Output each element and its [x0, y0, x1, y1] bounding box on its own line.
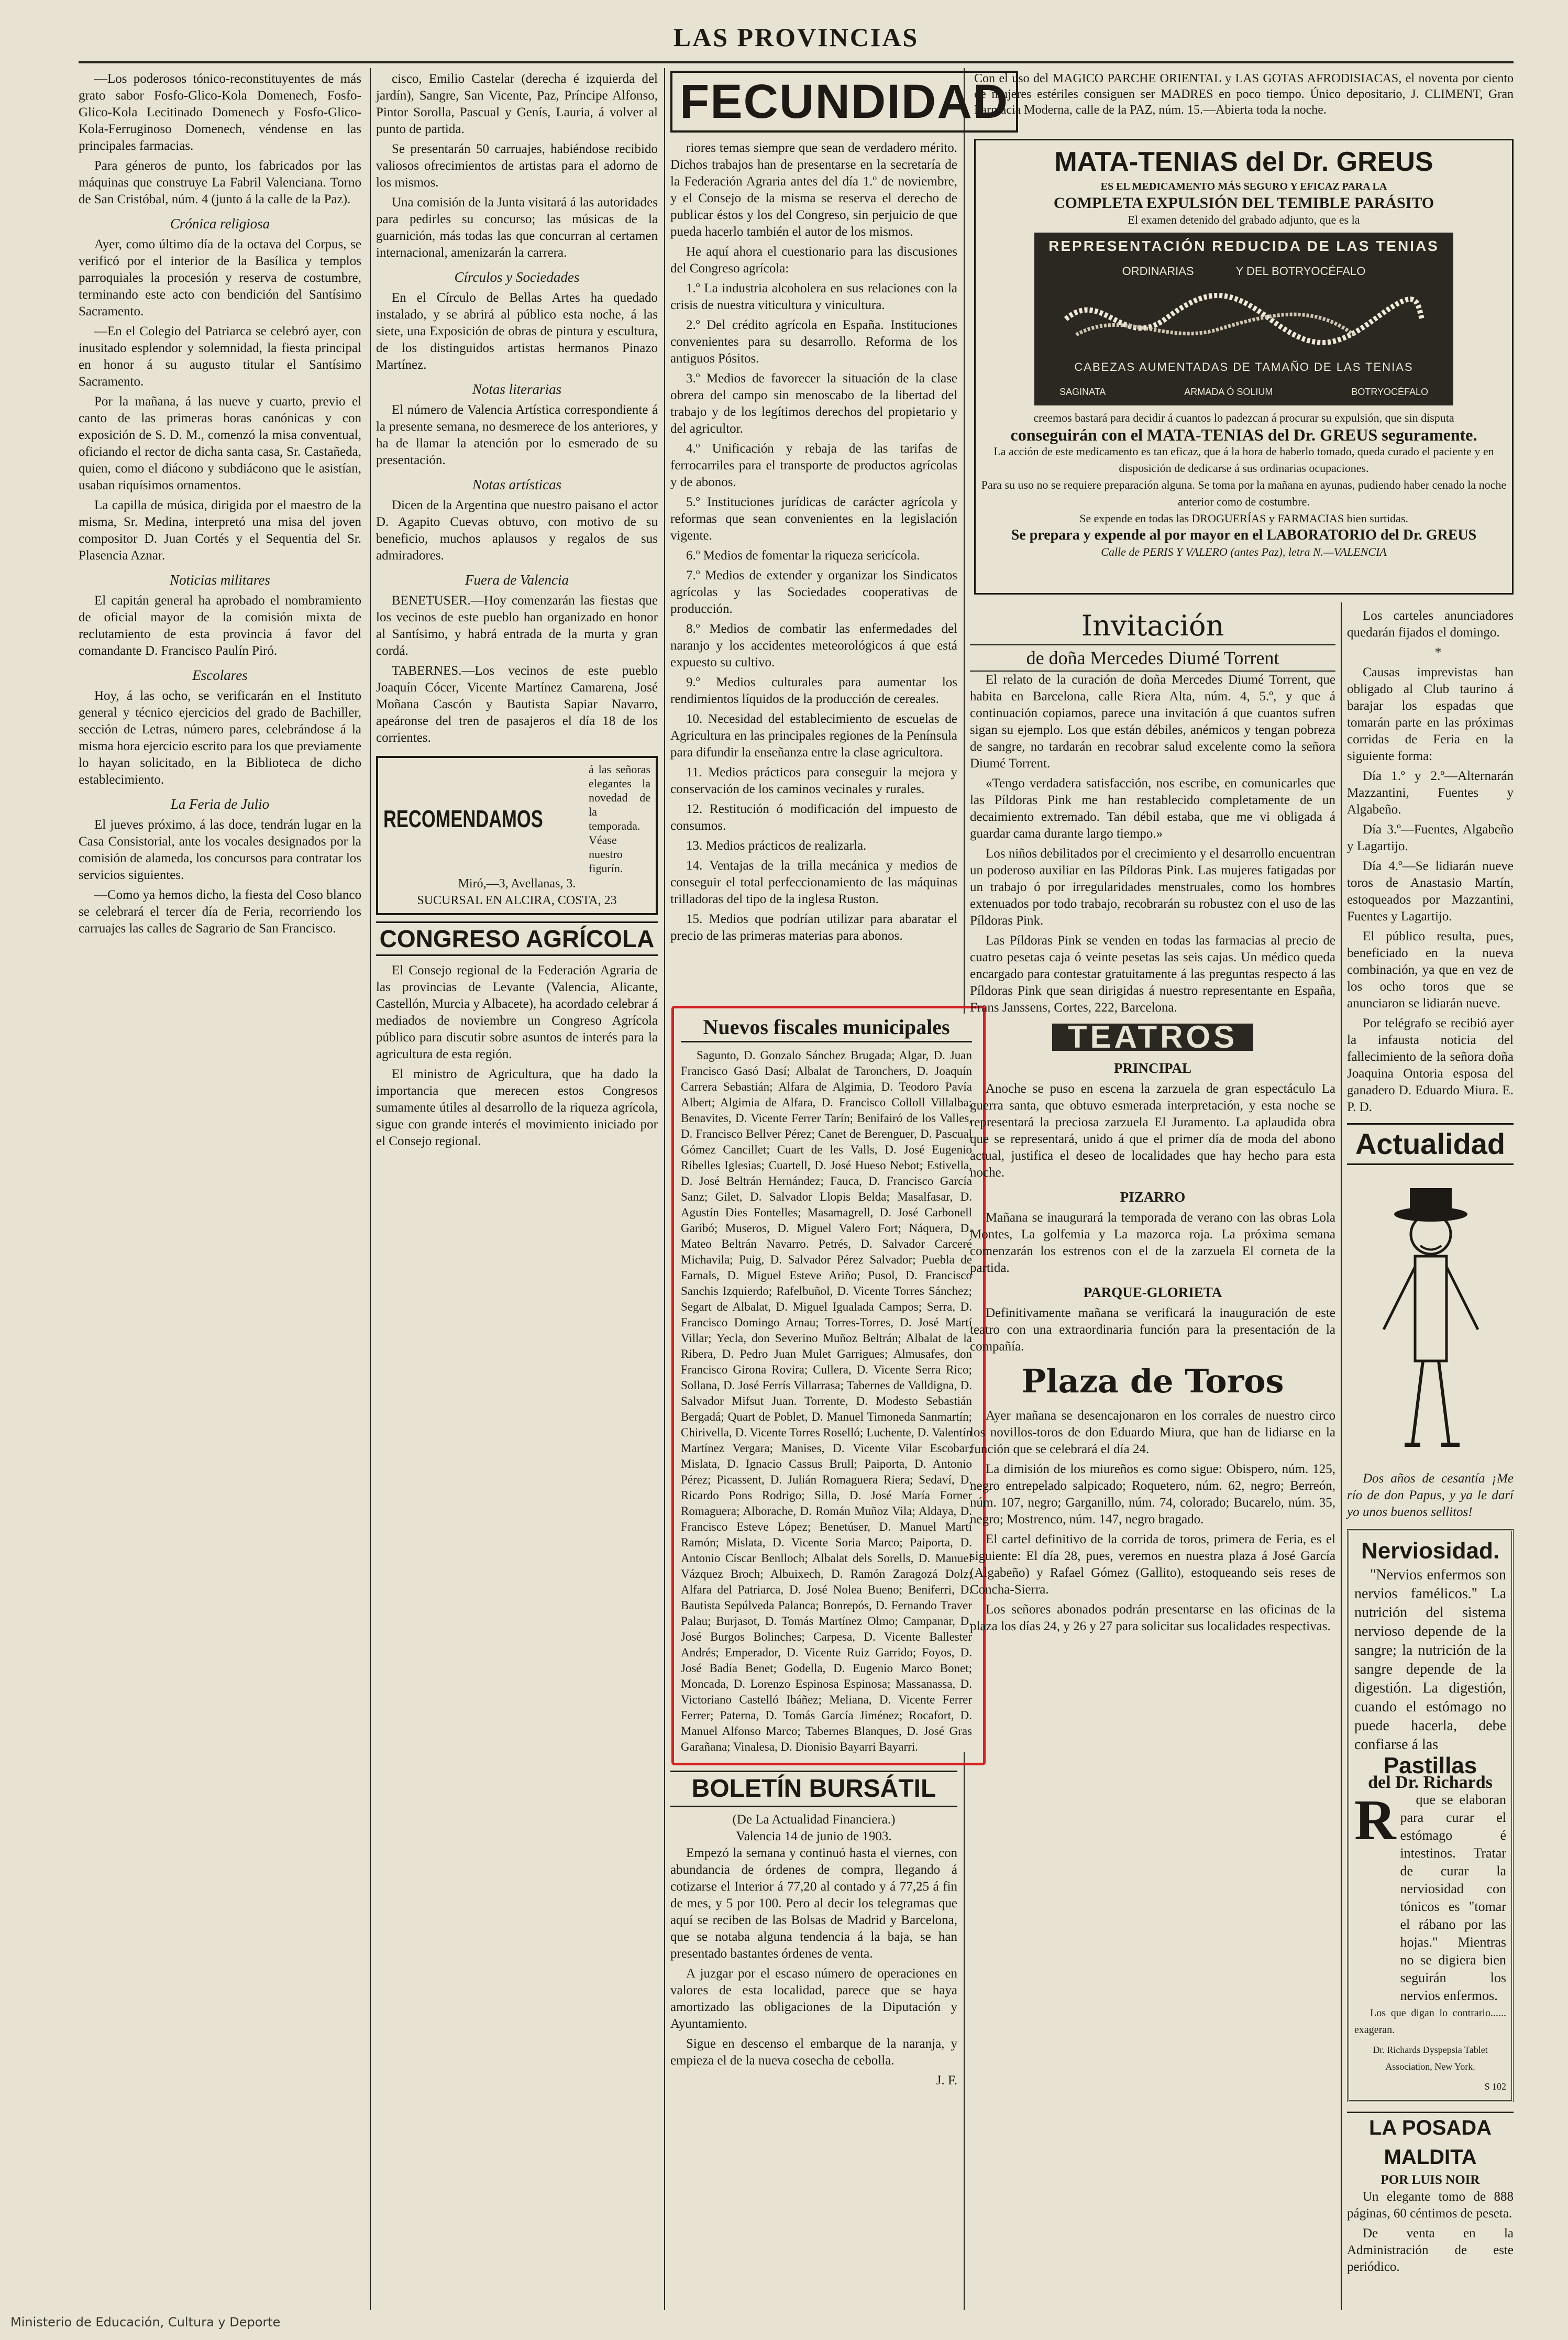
- article-paragraph: 11. Medios prácticos para conseguir la mejora y conservación de los caminos vecinales y rurales.: [670, 765, 957, 796]
- fiscales-article: [681, 1014, 972, 1752]
- boletin-article: [670, 1771, 957, 2315]
- article-paragraph: Empezó la semana y continuó hasta el viernes, con abundancia de órdenes de compra, llegando á cotizarse el Interior á 77,20 al contado y á 77,25 á fin de mes, y 5 por 100. Pero al decir los telegramas que aquí se reciben de las Bolsas de Madrid y Barcelona, que se notaba alguna tendencia á la baja, se han presentado bastantes órdenes de venta.: [670, 1846, 957, 1961]
- article-paragraph: Los señores abonados podrán presentarse en las oficinas de la plaza los días 24, y 26 y 27 para solicitar sus localidades respectivas.: [970, 1602, 1335, 1633]
- article-paragraph: El Consejo regional de la Federación Agraria de las provincias de Levante (Valencia, Alicante, Castellón, Murcia y Albacete), ha acordado celebrar á mediados de noviembre un Congreso Agrícola público para discutir sobre asuntos de interés para la agricultura de esta región.: [376, 963, 658, 1061]
- article-paragraph: 1.º La industria alcoholera en sus relaciones con la crisis de nuestra viticultura y vinicultura.: [670, 281, 957, 312]
- article-paragraph: 6.º Medios de fomentar la riqueza sericícola.: [686, 548, 920, 563]
- illustration-label: SAGINATA: [1059, 387, 1106, 397]
- section-heading: Círculos y Sociedades: [454, 269, 580, 285]
- article-paragraph: Las Píldoras Pink se venden en todas las farmacias al precio de cuatro pesetas caja ó veinte pesetas las seis cajas. Un médico queda encargado para contestar gratuitamente á las preguntas respecto á las Píldoras Pink que sean dirigidas á nuestro representante en España, Frans Janssens, Cortes, 222, Barcelona.: [970, 933, 1335, 1015]
- section-heading: Noticias militares: [170, 572, 270, 588]
- nerv-brand-doctor: del Dr. Richards: [1368, 1773, 1493, 1792]
- nerviosidad-ad: [1347, 1529, 1514, 2102]
- section-heading: PARQUE-GLORIETA: [1083, 1284, 1222, 1300]
- article-paragraph: —Los poderosos tónico-reconstituyentes de más grato sabor Fosfo-Glico-Kola Domenech, Fosfo-Glico-Kola Lecitinado Domenech y Fosfo-Glico-Kola-Ferruginoso Domenech, véndense en las principales farmacias.: [79, 72, 361, 153]
- article-paragraph: El capitán general ha aprobado el nombramiento de oficial mayor de la comisión mixta de reclutamiento de esta provincia á favor del comandante D. Francisco Paulín Piró.: [79, 594, 361, 658]
- masthead: LAS PROVINCIAS: [673, 23, 919, 52]
- nerv-text: "Nervios enfermos son nervios famélicos." La nutrición del sistema nervioso depende de la sangre; la nutrición de la sangre depende de la digestión. La digestión, cuando el estómago no puede hacerla, debe confiarse á las: [1354, 1567, 1506, 1753]
- article-paragraph: Anoche se puso en escena la zarzuela de gran espectáculo La guerra santa, que obtuvo esmerada interpretación, y esta noche se representará la preciosa zarzuela El Juramento. La aplaudida obra que se representará, unido á que el primer día de moda del abono actual, justifica el deseo de localidades que hay hecho para esta noche.: [970, 1082, 1335, 1180]
- article-paragraph: Causas imprevistas han obligado al Club taurino á barajar los espadas que tomarán parte en las próximas corridas de Feria en la siguiente forma:: [1347, 665, 1514, 763]
- illustration-label: BOTRYOCÉFALO: [1351, 387, 1429, 397]
- nerv-ref: S 102: [1484, 2081, 1506, 2092]
- article-paragraph: —Como ya hemos dicho, la fiesta del Coso blanco se celebrará el tercer día de Feria, recorriendo los carruajes las calles de Sagrario de San Francisco.: [79, 888, 361, 936]
- ad-text: Para su uso no se requiere preparación alguna. Se toma por la mañana en ayunas, pudiendo haber cenado la noche anterior como de costumbre.: [981, 478, 1507, 508]
- boletin-title: BOLETÍN BURSÁTIL: [670, 1771, 957, 1807]
- section-heading: Fuera de Valencia: [465, 572, 569, 588]
- article-paragraph: 2.º Del crédito agrícola en España. Instituciones convenientes para su desarrollo. Reforma de los antiguos Pósitos.: [670, 318, 957, 366]
- article-paragraph: Mañana se inaugurará la temporada de verano con las obras Lola Montes, La golfemia y La mazorca roja. La próxima semana comenzarán los estrenos con el de la zarzuela El corneta de la partida.: [970, 1211, 1335, 1275]
- footer-credit: Ministerio de Educación, Cultura y Deporte: [10, 2315, 281, 2330]
- illustration-label: ARMADA Ó SOLIUM: [1184, 387, 1273, 397]
- article-paragraph: Los carteles anunciadores quedarán fijados el domingo.: [1347, 609, 1514, 640]
- ad-text: Se expende en todas las DROGUERÍAS y FARMACIAS bien surtidas.: [1079, 512, 1408, 525]
- ad-subtitle: El examen detenido del grabado adjunto, que es la: [1128, 213, 1360, 226]
- column-1: [79, 71, 361, 2318]
- article-paragraph: «Tengo verdadera satisfacción, nos escribe, en comunicarles que las Píldoras Pink me han restablecido completamente de un decaimiento extremado. Tan débil estaba, que me vi obligada á guardar cama durante largo tiempo.»: [970, 776, 1335, 841]
- article-paragraph: El relato de la curación de doña Mercedes Diumé Torrent, que habita en Barcelona, calle Riera Alta, núm. 4, 5.º, y que á continuación copiamos, parece una invitación á que cuantos sufren sigan su ejemplo. Los que están débiles, anémicos y tengan pobreza de sangre, no tardarán en recobrar salud excelente como la señora Diumé Torrent.: [970, 673, 1335, 771]
- article-paragraph: La capilla de música, dirigida por el maestro de la misma, Sr. Medina, interpretó una misa del joven compositor D. Juan Cortés y el Sequentia del Sr. Plasencia Aznar.: [79, 498, 361, 563]
- article-paragraph: Día 1.º y 2.º—Alternarán Mazzantini, Fuentes y Algabeño.: [1347, 769, 1514, 817]
- tapeworm-drawing: [1061, 288, 1427, 350]
- article-paragraph: Definitivamente mañana se verificará la inauguración de este teatro con una extraordinaria función para la presentación de la compañía.: [970, 1306, 1335, 1354]
- posada-author: POR LUIS NOIR: [1381, 2173, 1480, 2187]
- fecundidad-ad-text: Con el uso del MAGICO PARCHE ORIENTAL y LAS GOTAS AFRODISIACAS, el noventa por ciento de mujeres estériles consiguen ser MADRES en poco tiempo. Único depositario, J. CLIMENT, Gran Farmacia Moderna, calle de la PAZ, núm. 15.—Abierta toda la noche.: [974, 72, 1514, 117]
- toros-title: Plaza de Toros: [1021, 1362, 1284, 1400]
- r-logo-icon: R: [1354, 1788, 1396, 1852]
- ad-text: creemos bastará para decidir á cuantos lo padezcan á procurar su expulsión, que sin disputa: [1033, 411, 1454, 424]
- article-paragraph: He aquí ahora el cuestionario para las discusiones del Congreso agrícola:: [670, 245, 957, 276]
- article-paragraph: La dimisión de los miureños es como sigue: Obispero, núm. 125, negro entrepelado salpicado; Roquetero, núm. 62, negro; Berreón, núm. 107, negro; Garganillo, núm. 74, colorado; Bucarelo, núm. 35, negro; Mostrenco, núm. 147, negro bragado.: [970, 1462, 1335, 1526]
- article-paragraph: 4.º Unificación y rebaja de las tarifas de ferrocarriles para el transporte de productos agrícolas y de abonos.: [670, 442, 957, 489]
- separator: *: [1434, 645, 1442, 660]
- article-paragraph: Se presentarán 50 carruajes, habiéndose recibido valiosos ofrecimientos de artistas para el adorno de los mismos.: [376, 142, 658, 190]
- posada-title: LA POSADA MALDITA: [1368, 2116, 1492, 2169]
- congreso-title: CONGRESO AGRÍCOLA: [376, 921, 658, 956]
- fiscales-title: Nuevos fiscales municipales: [681, 1014, 972, 1042]
- article-paragraph: A juzgar por el escaso número de operaciones en valores de esta localidad, parece que se haya amortizado las obligaciones de la Diputación y Ayuntamiento.: [670, 1967, 957, 2031]
- column-2: [376, 71, 658, 2318]
- fiscales-text: Sagunto, D. Gonzalo Sánchez Brugada; Algar, D. Juan Francisco Gasó Dasí; Albalat de Taronchers, D. Joaquín Carrera Sebastián; Alfara de Algimia, D. Teodoro Pavía Albert; Algimia de Alfara, D. Francisco Colloll Villalba; Benavites, D. Vicente Ferrer Tarín; Benifairó de los Valles, D. Francisco Bellver Pérez; Canet de Berenguer, D. Pascual Gómez Cancillet; Cuart de les Valls, D. José Eugenio Ribelles Iglesias; Cuartell, D. José Hueso Nebot; Estivella, D. José Beltrán Hernández; Fauca, D. Francisco García Sanz; Gilet, D. Salvador Llopis Belda; Masalfasar, D. Agustín Dies Fontelles; Masamagrell, D. José Carbonell Garibó; Museros, D. Miguel Valero Fort; Náquera, D. Mateo Beltrán Navarro. Petrés, D. Salvador Carceré Michavila; Puig, D. Salvador Pérez Salvador; Puebla de Farnals, D. Miguel Esteve Ariño; Pusol, D. Francisco Sanchis Izquierdo; Rafelbuñol, D. Vicente Torres Sánchez; Segart de Albalat, D. Miguel Igualada Campos; Serra, D. Francisco Domingo Arnau; Torres-Torres, D. José Martí Villar; Yecla, don Severino Muñoz Beltrán; Albalat de la Ribera, D. Pedro Juan Mulet Garrigues; Almusafes, don Francisco Girona Rovira; Cullera, D. Vicente Serra Rico; Sollana, D. José Ferrís Villarrasa; Tabernes de Valldigna, D. Salvador Mifsut Juan. Torrente, D. Modesto Sebastián Bergadá; Quart de Poblet, D. Manuel Timoneda Sanmartín; Chirivella, D. Vicente Torres Roselló; Luchente, D. Valentín Martínez Vergara; Manises, D. Vicente Vilar Escobar; Mislata, D. Ignacio Cassus Brull; Paiporta, D. Antonio Pérez; Picassent, D. Julián Romaguera Riera; Sedaví, D. Ricardo Pons Rodrigo; Silla, D. José María Forner Romaguera; Alborache, D. Román Muñoz Vila; Aldaya, D. Francisco Esteve López; Benetúser, D. Manuel Martí Ramón; Mislata, D. Vicente Soria Marco; Paiporta, D. Antonio Císcar Benlloch; Albalat dels Sorells, D. Manuel Vázquez Broch; Albuixech, D. Ramón Zaragozá Dolz; Alfara del Patriarca, D. José Nolea Bueno; Beniferri, D. Bautista Sepúlveda Palanca; Bonrepós, D. Fernando Traver Palau; Burjasot, D. Tomás Martínez Olmo; Campanar, D. José Burgos Bolinches; Carpesa, D. Vicente Ballester Andrés; Emperador, D. Vicente Ruiz Garrido; Foyos, D. José Badía Benet; Godella, D. Eugenio Marco Bonet; Moncada, D. Lorenzo Espinosa Espinosa; Massanassa, D. Victoriano Castelló Ibáñez; Meliana, D. Vicente Ferrer Ferrer; Paterna, D. Tomás García Jiménez; Rocafort, D. Manuel Alfonso Marco; Tabernes Blanques, D. José Gras Garañana; Vinalesa, D. Dionisio Bayarri Bayarri.: [681, 1049, 972, 1753]
- article-paragraph: Ayer, como último día de la octava del Corpus, se verificó por el interior de la Basílica y templos parroquiales la procesión y reserva de costumbre, terminando este acto con bendición del Santísimo Sacramento.: [79, 237, 361, 318]
- article-paragraph: BENETUSER.—Hoy comenzarán las fiestas que los vecinos de este pueblo han organizado en honor al Santísimo, y habrá entrada de la murta y gran cordá.: [376, 594, 658, 658]
- illustration-label: ORDINARIAS: [1122, 264, 1194, 278]
- article-paragraph: 9.º Medios culturales para aumentar los rendimientos líquidos de la producción de cereales.: [670, 675, 957, 706]
- article-paragraph: 15. Medios que podrían utilizar para abaratar el precio de las primeras materias para abonos.: [670, 912, 957, 943]
- recomendamos-title: RECOMENDAMOS: [383, 805, 543, 832]
- teatros-title: TEATROS: [1052, 1024, 1253, 1051]
- ad-title: MATA-TENIAS del Dr. GREUS: [1054, 147, 1433, 177]
- article-paragraph: 8.º Medios de combatir las enfermedades del naranjo y los accidentes meteorológicos á que está expuesto su cultivo.: [670, 622, 957, 669]
- article-paragraph: —En el Colegio del Patriarca se celebró ayer, con inusitado esplendor y solemnidad, la fiesta principal en honor á su augusto titular el Santísimo Sacramento.: [79, 324, 361, 389]
- article-paragraph: Sigue en descenso el embarque de la naranja, y empieza el de la nueva cosecha de cebolla.: [670, 2037, 957, 2068]
- article-paragraph: Los niños debilitados por el crecimiento y el desarrollo encuentran un poderoso auxiliar en las Píldoras Pink. Las mujeres fatigadas por un trabajo ó por irregularidades menstruales, como los hombres extenuados por todo trabajo, recobrarán su robustez con el uso de las Píldoras Pink.: [970, 847, 1335, 928]
- masthead-rule: [79, 61, 1514, 63]
- section-heading: La Feria de Julio: [170, 796, 270, 812]
- actualidad-title: [1347, 1123, 1514, 1165]
- article-paragraph: 3.º Medios de favorecer la situación de la clase obrera del campo sin menoscabo de la libertad del trabajo y de los legítimos derechos del propietario y del agricultor.: [670, 371, 957, 436]
- cartoon-figure: [1347, 1172, 1514, 1466]
- posada-ad: [1347, 2112, 1514, 2276]
- nerv-text: Los que digan lo contrario...... exageran.: [1354, 2007, 1506, 2036]
- invitacion-title: Invitación: [1081, 609, 1224, 642]
- article-paragraph: El público resulta, pues, beneficiado en la nueva combinación, ya que en vez de los ocho toros que se anunciaron se lidiarán nueve.: [1347, 929, 1514, 1010]
- article-paragraph: Dicen de la Argentina que nuestro paisano el actor D. Agapito Cuevas obtuvo, con motivo de su beneficio, muchos aplausos y regalos de sus admiradores.: [376, 498, 658, 563]
- column-divider: [370, 68, 371, 2310]
- teatros-header: [970, 1019, 1335, 1054]
- column-divider: [1341, 602, 1342, 2310]
- column-divider: [664, 68, 665, 2310]
- ad-text: Calle de PERIS Y VALERO (antes Paz), letra N.—VALENCIA: [1101, 545, 1387, 558]
- column-4: [970, 608, 1335, 2315]
- article-paragraph: El cartel definitivo de la corrida de toros, primera de Feria, es el siguiente: El día 28, pues, veremos en nuestra plaza á José García (Algabeño) y Rafael Gómez (Gallito), estoqueando seis reses de Concha-Sierra.: [970, 1532, 1335, 1597]
- article-paragraph: 10. Necesidad del establecimiento de escuelas de Agricultura en las principales regiones de la Península para difundir la enseñanza entre la clase agricultora.: [670, 712, 957, 760]
- article-paragraph: Para géneros de punto, los fabricados por las máquinas que construye La Fabril Valenciana. Torno de San Cristóbal, núm. 4 (junto á la calle de la Paz).: [79, 159, 361, 206]
- section-heading: Crónica religiosa: [170, 216, 270, 232]
- posada-text: De venta en la Administración de este periódico.: [1347, 2226, 1514, 2274]
- recomendamos-ad: [376, 756, 658, 915]
- article-paragraph: En el Círculo de Bellas Artes ha quedado instalado, y se abrirá al público esta noche, á las siete, una Exposición de obras de pintura y escultura, de los distinguidos artistas hermanos Pinazo Martínez.: [376, 291, 658, 372]
- section-heading: PRINCIPAL: [1114, 1060, 1191, 1076]
- article-paragraph: Ayer mañana se desencajonaron en los corrales de nuestro circo los novillos-toros de don Eduardo Miura, que han de lidiarse en la función que se celebrará el día 24.: [970, 1409, 1335, 1456]
- article-paragraph: El jueves próximo, á las doce, tendrán lugar en la Casa Consistorial, ante los vocales designados por la comisión de alameda, los concursos para contratar los servicios siguientes.: [79, 818, 361, 882]
- article-paragraph: Día 3.º—Fuentes, Algabeño y Lagartijo.: [1347, 822, 1514, 853]
- section-heading: Notas literarias: [472, 381, 562, 397]
- nerv-text: que se elaboran para curar el estómago é intestinos. Tratar de curar la nerviosidad con tónicos es "tomar el rábano por las hojas." Mientras no se digiera bien seguirán los nervios enfermos.: [1400, 1792, 1506, 2003]
- mata-tenias-ad: [974, 139, 1514, 595]
- article-paragraph: Por la mañana, á las nueve y cuarto, previo el canto de las primeras horas canónicas y con exposición de S. D. M., comenzó la misa conventual, oficiando el rector de dicha santa casa, Sr. Castañeda, quien, como el diácono y subdiácono que le asistían, usaban riquísimos ornamentos.: [79, 394, 361, 492]
- article-paragraph: Hoy, á las ocho, se verificarán en el Instituto general y técnico ejercicios del grado de Bachiller, sección de Letras, número pares, celebrándose á la misma hora ejercicio escrito para los que previamente lo hayan solicitado, en la Biblioteca de dicho establecimiento.: [79, 689, 361, 787]
- illustration-caption: CABEZAS AUMENTADAS DE TAMAÑO DE LAS TENIAS: [1074, 360, 1414, 373]
- section-heading: Escolares: [192, 667, 248, 683]
- fecundidad-title: FECUNDIDAD: [670, 71, 1018, 133]
- column-5: [1347, 608, 1514, 2315]
- ad-text: La acción de este medicamento es tan eficaz, que á la hora de haberlo tomado, queda curado el paciente y en disposición de dedicarse á sus ordinarias ocupaciones.: [993, 445, 1494, 475]
- boletin-signature: J. F.: [936, 2073, 957, 2088]
- fecundidad-ad: [670, 71, 1009, 133]
- article-paragraph: TABERNES.—Los vecinos de este pueblo Joaquín Cócer, Vicente Martínez Camarena, José Moñana Cascón y Bautista Sapiar Navarro, apeáronse del tren de pasajeros el día 18 de los corrientes.: [376, 664, 658, 745]
- ad-text: conseguirán con el MATA-TENIAS del Dr. GREUS seguramente.: [1010, 425, 1477, 444]
- nerv-brand: Pastillas: [1383, 1753, 1477, 1778]
- article-paragraph: Por telégrafo se recibió ayer la infausta noticia del fallecimiento de la señora doña Joaquina Ontoria esposa del ganadero D. Eduardo Miura. E. P. D.: [1347, 1016, 1514, 1114]
- invitacion-subtitle: de doña Mercedes Diumé Torrent: [970, 644, 1335, 672]
- ad-subtitle: ES EL MEDICAMENTO MÁS SEGURO Y EFICAZ PARA LA: [1100, 181, 1387, 192]
- recomendamos-sucursal: SUCURSAL EN ALCIRA, COSTA, 23: [417, 894, 617, 907]
- posada-text: Un elegante tomo de 888 páginas, 60 céntimos de peseta.: [1347, 2190, 1514, 2221]
- article-paragraph: 14. Ventajas de la trilla mecánica y medios de conseguir el total perfeccionamiento de las máquinas trilladoras del tipo de la inglesa Ruston.: [670, 859, 957, 906]
- nerv-title: Nerviosidad.: [1361, 1538, 1500, 1564]
- cartoon-caption: Dos años de cesantía ¡Me río de don Papus, y ya le darí yo unos buenos sellitos!: [1347, 1471, 1514, 1519]
- tenias-illustration: [1034, 233, 1453, 405]
- article-paragraph: 12. Restitución ó modificación del impuesto de consumos.: [670, 802, 957, 833]
- illustration-title: REPRESENTACIÓN REDUCIDA DE LAS TENIAS: [1048, 238, 1439, 254]
- actualidad-heading: Actualidad: [1355, 1127, 1506, 1160]
- illustration-label: Y DEL BOTRYOCÉFALO: [1235, 264, 1366, 278]
- ad-text: Se prepara y expende al por mayor en el LABORATORIO del Dr. GREUS: [1011, 527, 1477, 543]
- article-paragraph: riores temas siempre que sean de verdadero mérito. Dichos trabajos han de presentarse en la secretaría de la Federación Agraria antes del día 1.º de noviembre, y el Consejo de la misma se reserva el derecho de publicar éstos y los del Congreso, sin perjuicio de que pueda hacerlo también el autor de los mismos.: [670, 141, 957, 239]
- boletin-date: Valencia 14 de junio de 1903.: [736, 1829, 892, 1843]
- article-paragraph: 7.º Medios de extender y organizar los Sindicatos agrícolas y las Sociedades cooperativas de producción.: [670, 568, 957, 616]
- article-paragraph: 5.º Instituciones jurídicas de carácter agrícola y reformas que sean convenientes en la legislación vigente.: [670, 495, 957, 543]
- section-heading: PIZARRO: [1120, 1189, 1186, 1205]
- ad-subtitle: COMPLETA EXPULSIÓN DEL TEMIBLE PARÁSITO: [1053, 194, 1434, 212]
- article-paragraph: El ministro de Agricultura, que ha dado la importancia que merecen estos Congresos sumamente útiles al desarrollo de la riqueza agrícola, sigue con grande interés el movimiento iniciado por el Consejo regional.: [376, 1067, 658, 1148]
- nerv-text: Dr. Richards Dyspepsia Tablet Association, New York.: [1373, 2045, 1488, 2072]
- section-heading: Notas artísticas: [472, 477, 562, 492]
- recomendamos-address: Miró,—3, Avellanas, 3.: [458, 877, 576, 891]
- recomendamos-text: á las señoras elegantes la novedad de la temporada. Véase nuestro figurín.: [589, 763, 650, 875]
- article-paragraph: cisco, Emilio Castelar (derecha é izquierda del jardín), Sangre, San Vicente, Paz, Príncipe Alfonso, Pintor Sorolla, Pascual y Genís, Lauria, á volver al punto de partida.: [376, 72, 658, 136]
- article-paragraph: 13. Medios prácticos de realizarla.: [686, 839, 867, 853]
- article-paragraph: Día 4.º—Se lidiarán nueve toros de Anastasio Martín, estoqueados por Mazzantini, Fuentes y Lagartijo.: [1347, 859, 1514, 924]
- article-paragraph: El número de Valencia Artística correspondiente á la presente semana, no desmerece de los anteriores, y ha de llamar la atención por lo esmerado de su presentación.: [376, 403, 658, 467]
- article-paragraph: Una comisión de la Junta visitará á las autoridades para pedirles su concurso; las músicas de la guarnición, más todas las que concurran al certamen internacional, amenizarán la carrera.: [376, 195, 658, 260]
- boletin-source: (De La Actualidad Financiera.): [732, 1812, 896, 1827]
